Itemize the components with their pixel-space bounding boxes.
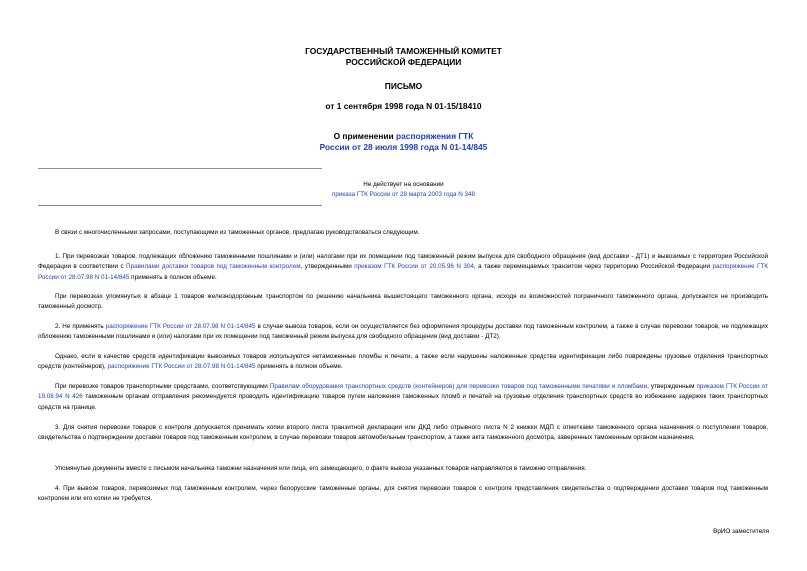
- paragraph-2-text-a: 2. Не применять: [55, 323, 106, 330]
- delivery-rules-link[interactable]: Правилами доставки товаров под таможенным контролем: [126, 263, 301, 271]
- directive-845-link[interactable]: распоряжение ГТК России от 28.07.98 N 01-14/845: [107, 363, 256, 371]
- paragraph-3: 3. Для снятия перевозки товаров с контроля допускается принимать копии второго листа транзитной декларации или ДКД либо отрывного листа N 2 книжки МДП с отметками таможенного органа назначения о поступлении товаров, свидетельства о подтверждении доставки товаров под таможенным контролем, в случае перевозки товаров автомобильным транспортом, а также акта таможенного досмотра, заверенных таможенным органом назначения.: [38, 424, 768, 442]
- paragraph-railway: При перевозках упомянутых в абзаце 1 товаров железнодорожным транспортом по решению начальника вышестоящего таможенного органа, исходя из возможностей пограничного таможенного органа, допускается не производить таможенный досмотр.: [38, 293, 768, 311]
- order-304-link[interactable]: приказом ГТК России от 20.05.96 N 304: [354, 263, 474, 271]
- equipment-rules-link[interactable]: Правилам оборудования транспортных средств (контейнеров) для перевозки товаров под таможенными печатями и пломбами: [269, 383, 648, 390]
- paragraph-seals-text-a: Однако, если в качестве средств идентификации вывозимых товаров используются нетаможенные пломбы и печати, а также если нарушены наложенные средства идентификации либо повреждены грузовые отделения транспортных средств (контейнеров),: [38, 353, 768, 371]
- paragraph-1-text-a: 1. При перевозках товаров, подлежащих обложению таможенными пошлинами и (или) налогами при их помещении под таможенный режим выпуска для свободного обращения (вид доставки - ДТ1) и вывозимых с территории Российской Федерации в соответствии с: [38, 253, 768, 271]
- paragraph-1: [38, 252, 768, 283]
- authority-line-1: ГОСУДАРСТВЕННЫЙ ТАМОЖЕННЫЙ КОМИТЕТ: [305, 46, 502, 56]
- document-type: ПИСЬМО: [384, 81, 423, 91]
- paragraph-4: 4. При вывозе товаров, перевозимых под таможенным контролем, через белорусские таможенные органы, для снятия перевозки товаров с контроля представления свидетельства о подтверждении доставки товаров под таможенным контролем или его копии не требуется.: [38, 485, 768, 503]
- order-426-link[interactable]: приказом ГТК России от 19.08.94 N 426: [38, 383, 768, 401]
- subject-line-2: [0, 142, 807, 153]
- status-note-link-line: [0, 190, 807, 200]
- paragraph-intro: В связи с многочисленными запросами, поступающими из таможенных органов, предлагаю руководствоваться следующим.: [55, 229, 420, 236]
- paragraph-1-text-b: , утвержденными: [300, 263, 355, 271]
- issuing-authority: [0, 46, 807, 67]
- signature-title: ВрИО заместителя: [713, 528, 769, 535]
- subject-link-part-2[interactable]: России от 28 июля 1998 года N 01-14/845: [319, 141, 488, 152]
- paragraph-seals-text-b: применять в полном объеме.: [255, 363, 343, 371]
- subject-link-part-1[interactable]: распоряжения ГТК: [396, 131, 474, 141]
- paragraph-transport-text-b: , утвержденным: [647, 383, 697, 390]
- authority-line-2: РОССИЙСКОЙ ФЕДЕРАЦИИ: [345, 56, 462, 67]
- paragraph-2: [38, 322, 768, 343]
- status-divider-top: [38, 168, 322, 169]
- paragraph-2-text-b: в случае вывоза товаров, если он осуществляется без оформления процедуры доставки под таможенным контролем, а также в случае перевозки товаров, не подлежащих обложению таможенными пошлинами и (или) налогами при их помещении под таможенный режим выпуска для свободного обращения (вид доставки - ДТ2).: [38, 323, 768, 341]
- document-subject: [0, 131, 807, 152]
- paragraph-documents: Упомянутые документы вместе с письмом начальника таможни назначения или лица, его замещающего, о факте вывоза указанных товаров направляются в таможню отправления.: [55, 465, 587, 472]
- status-order-link[interactable]: приказа ГТК России от 28 марта 2003 года N 348: [331, 191, 476, 198]
- paragraph-1-text-c: , а также перемещаемых транзитом через территорию Российской Федерации: [473, 263, 713, 271]
- paragraph-transport-text-a: При перевозке товаров транспортными средствами, соответствующими: [55, 383, 270, 390]
- paragraph-seals: [38, 352, 768, 373]
- subject-prefix: О применении: [333, 131, 397, 141]
- directive-845-link[interactable]: распоряжение ГТК России от 28.07.98 N 01-14/845: [105, 323, 256, 330]
- paragraph-1-text-d: применять в полном объеме.: [129, 273, 217, 281]
- document-date-number: от 1 сентября 1998 года N 01-15/18410: [325, 101, 482, 111]
- status-note: Не действует на основании: [363, 181, 444, 188]
- paragraph-transport: [38, 382, 768, 413]
- paragraph-transport-text-c: таможенным органам отправления рекомендуется проводить идентификацию товаров путем наложения таможенных пломб и печатей на грузовые отделения транспортных средств во избежание задержек таких транспортных средств на границе.: [38, 393, 768, 411]
- status-divider-bottom: [38, 205, 322, 206]
- directive-845-link[interactable]: распоряжение ГТК России от 28.07.98 N 01-14/845: [38, 263, 768, 281]
- subject-line-1: [0, 131, 807, 142]
